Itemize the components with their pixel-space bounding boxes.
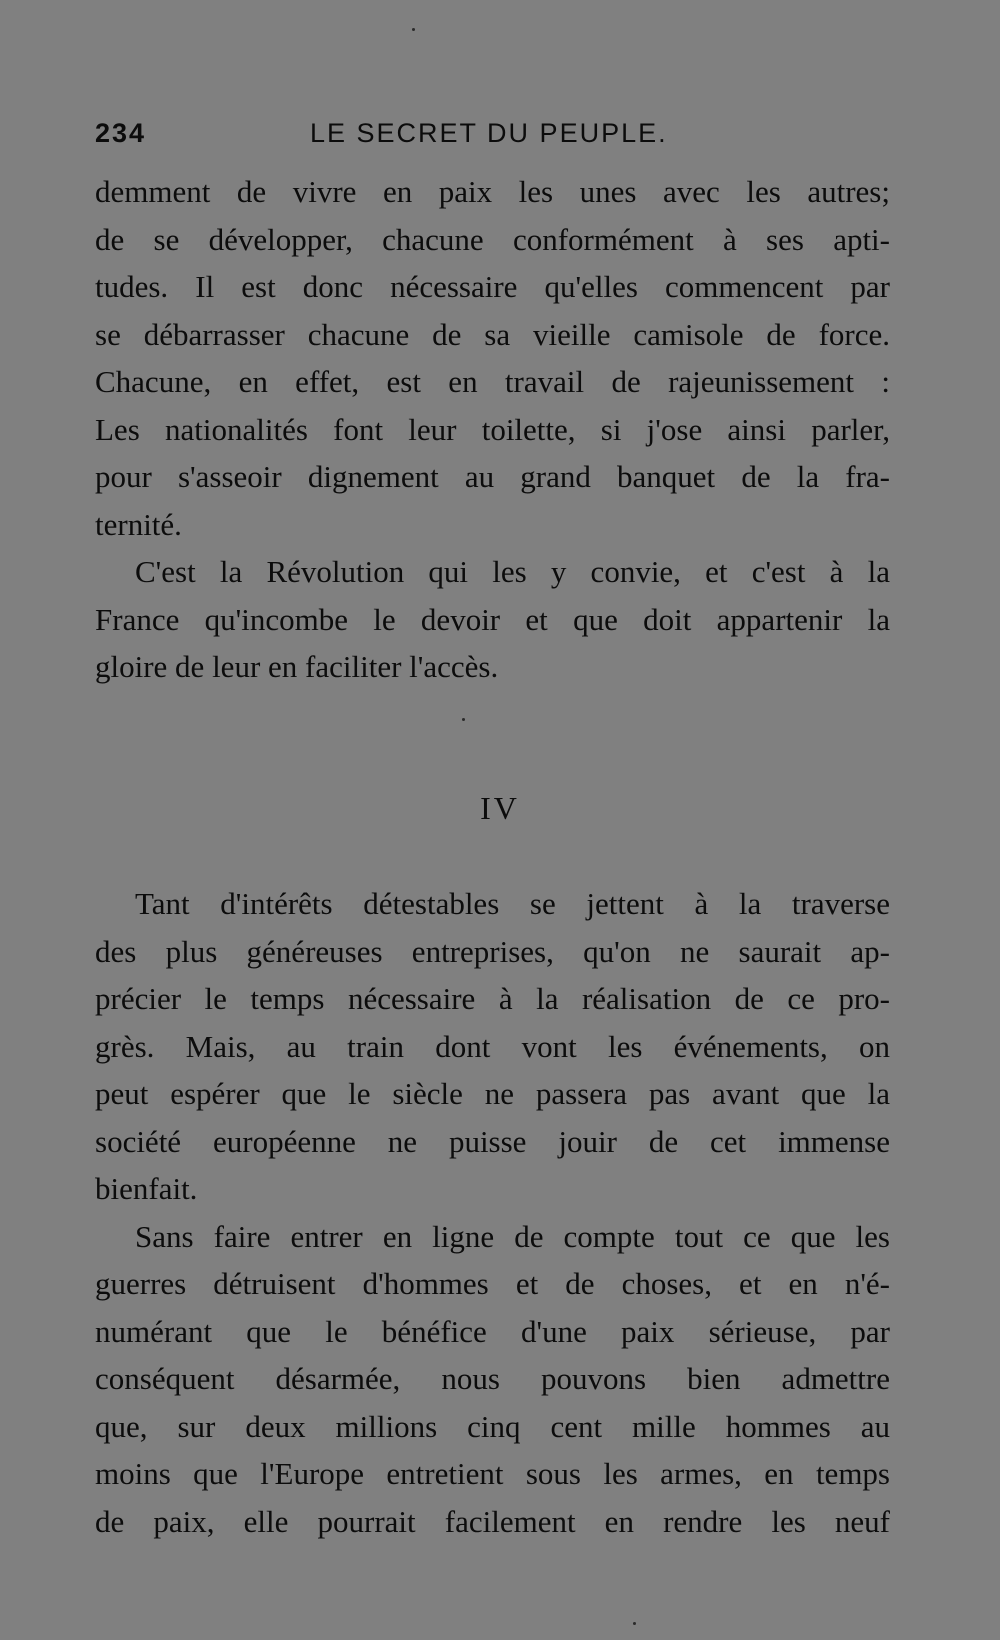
scan-speck [462, 718, 465, 721]
section-heading: IV [480, 790, 520, 826]
text-line: gloire de leur en faciliter l'accès. [95, 649, 499, 684]
text-line: que, sur deux millions cinq cent mille hommes au [95, 1408, 890, 1444]
text-line: France qu'incombe le devoir et que doit appartenir la [95, 601, 890, 637]
text-block-section-iv [95, 880, 890, 1545]
scan-speck [633, 1622, 636, 1625]
text-line: Tant d'intérêts détestables se jettent à la traverse [135, 886, 890, 921]
text-line: pour s'asseoir dignement au grand banquet de la fra- [95, 459, 890, 494]
text-line: de paix, elle pourrait facilement en rendre les neuf [95, 1503, 890, 1539]
text-line: précier le temps nécessaire à la réalisation de ce pro- [95, 981, 890, 1016]
text-line: se débarrasser chacune de sa vieille camisole de force. [95, 316, 890, 352]
text-line: guerres détruisent d'hommes et de choses, et en n'é- [95, 1266, 890, 1301]
text-line: Sans faire entrer en ligne de compte tout ce que les [135, 1218, 890, 1254]
text-line: société européenne ne puisse jouir de cet immense [95, 1123, 890, 1159]
text-line: C'est la Révolution qui les y convie, et c'est à la [135, 554, 890, 589]
text-line: moins que l'Europe entretient sous les armes, en temps [95, 1456, 890, 1491]
text-line: demment de vivre en paix les unes avec les autres; [95, 174, 890, 209]
text-block-continuation [95, 168, 890, 691]
text-line: numérant que le bénéfice d'une paix sérieuse, par [95, 1313, 890, 1349]
text-line: peut espérer que le siècle ne passera pas avant que la [95, 1076, 890, 1111]
running-head [95, 118, 895, 158]
text-line: grès. Mais, au train dont vont les événements, on [95, 1028, 890, 1064]
text-line: de se développer, chacune conformément à ses apti- [95, 221, 890, 257]
text-line: Chacune, en effet, est en travail de rajeunissement : [95, 364, 890, 399]
running-title: LE SECRET DU PEUPLE. [310, 118, 668, 148]
text-line: bienfait. [95, 1171, 198, 1206]
text-line: ternité. [95, 506, 182, 542]
text-line: conséquent désarmée, nous pouvons bien admettre [95, 1361, 890, 1396]
page-number: 234 [95, 118, 147, 148]
scan-speck [412, 28, 415, 31]
text-line: des plus généreuses entreprises, qu'on ne saurait ap- [95, 933, 890, 969]
text-line: Les nationalités font leur toilette, si j'ose ainsi parler, [95, 411, 890, 447]
text-line: tudes. Il est donc nécessaire qu'elles commencent par [95, 269, 890, 304]
